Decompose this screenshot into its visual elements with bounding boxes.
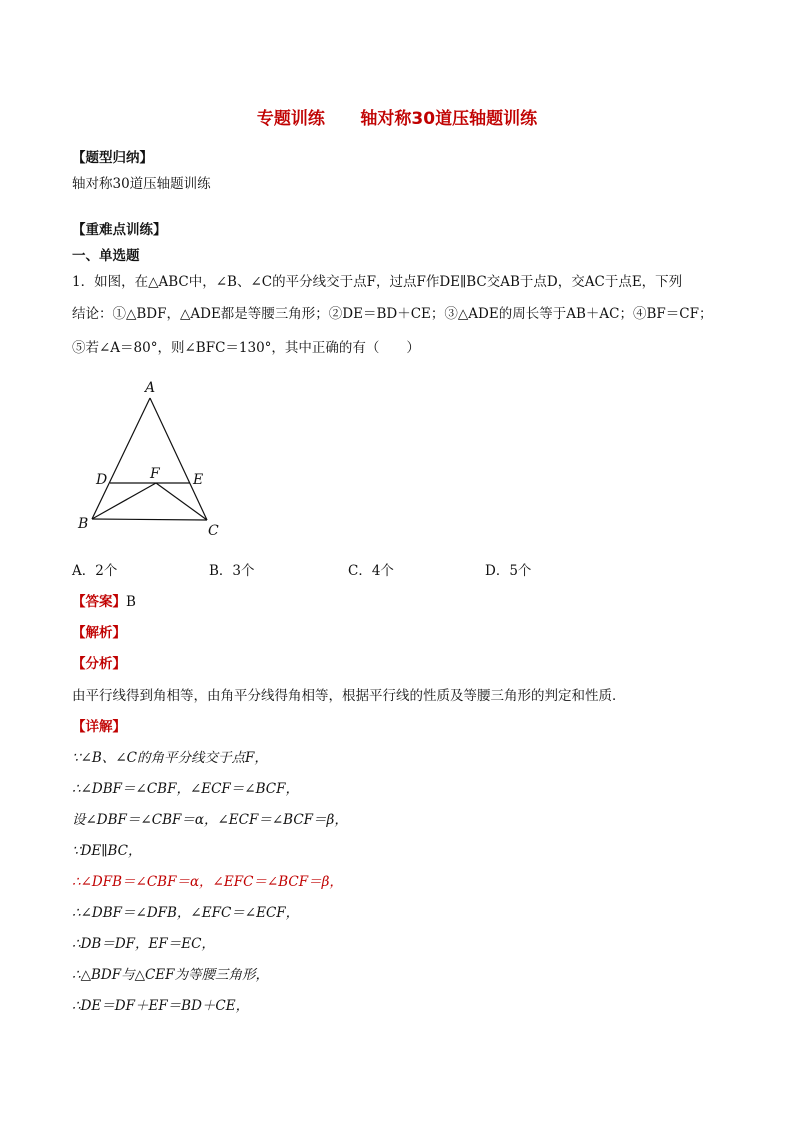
answer-row — [72, 590, 136, 610]
section-type-summary-text: 轴对称30道压轴题训练 — [72, 176, 211, 192]
solution-step-5: ∴∠DFB＝∠CBF＝α，∠EFC＝∠BCF＝β， — [72, 874, 343, 890]
subsection-single-choice: 一、单选题 — [72, 248, 140, 264]
answer-label: 【答案】 — [72, 594, 126, 610]
detail-label: 【详解】 — [72, 719, 126, 735]
solution-step-4: ∵DE∥BC， — [72, 843, 142, 859]
label-b: B — [78, 516, 89, 532]
side-bc — [92, 519, 207, 520]
option-c[interactable]: C．4个 — [348, 563, 394, 579]
fenxi-text: 由平行线得到角相等，由角平分线得角相等，根据平行线的性质及等腰三角形的判定和性质． — [72, 688, 626, 704]
side-ab — [92, 398, 150, 519]
answer-options — [72, 559, 722, 579]
analysis-label: 【解析】 — [72, 625, 126, 641]
solution-step-9: ∴DE＝DF＋EF＝BD＋CE， — [72, 998, 250, 1014]
solution-step-7: ∴DB＝DF，EF＝EC， — [72, 936, 215, 952]
solution-step-2: ∴∠DBF＝∠CBF，∠ECF＝∠BCF， — [72, 781, 299, 797]
fenxi-label: 【分析】 — [72, 656, 126, 672]
question-text-line-2: 结论：①△BDF，△ADE都是等腰三角形；②DE＝BD＋CE；③△ADE的周长等于AB＋AC；④BF＝CF； — [72, 306, 713, 322]
label-c: C — [208, 523, 219, 539]
solution-step-6: ∴∠DBF＝∠DFB，∠EFC＝∠ECF， — [72, 905, 300, 921]
solution-step-1: ∵∠B、∠C的角平分线交于点F， — [72, 750, 268, 766]
document-title: 专题训练 轴对称30道压轴题训练 — [256, 109, 538, 129]
question-text-line-1: 1．如图，在△ABC中，∠B、∠C的平分线交于点F，过点F作DE∥BC交AB于点D，交AC于点E，下列 — [72, 274, 683, 290]
option-a[interactable]: A．2个 — [72, 563, 118, 579]
option-d[interactable]: D．5个 — [485, 563, 532, 579]
question-text-line-3: ⑤若∠A＝80°，则∠BFC＝130°，其中正确的有（ ） — [72, 340, 420, 356]
segment-cf — [156, 483, 207, 520]
triangle-figure — [72, 375, 232, 545]
label-f: F — [150, 466, 160, 482]
section-header-key-training: 【重难点训练】 — [72, 222, 167, 238]
label-e: E — [193, 472, 204, 488]
segment-bf — [92, 483, 156, 519]
answer-value: B — [126, 594, 136, 610]
label-a: A — [145, 380, 156, 396]
option-b[interactable]: B．3个 — [209, 563, 255, 579]
solution-step-8: ∴△BDF与△CEF为等腰三角形， — [72, 967, 270, 983]
label-d: D — [96, 472, 108, 488]
solution-step-3: 设∠DBF＝∠CBF＝α，∠ECF＝∠BCF＝β， — [72, 812, 348, 828]
section-header-type-summary: 【题型归纳】 — [72, 150, 153, 166]
side-ac — [150, 398, 207, 520]
